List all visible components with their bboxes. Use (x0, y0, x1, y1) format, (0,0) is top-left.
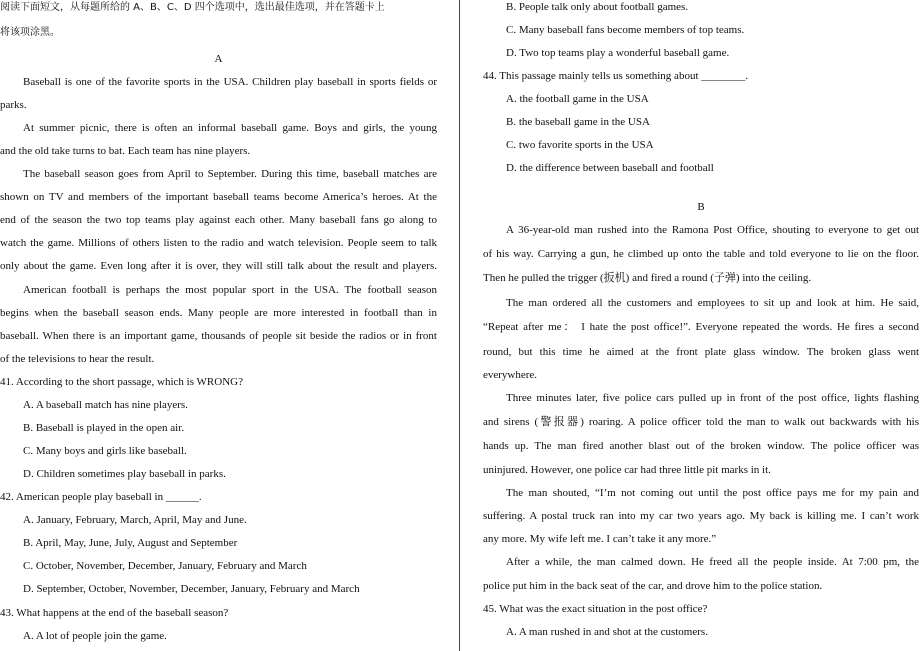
passage-a-line: At summer picnic, there is often an informal baseball game. Boys and girls, the young (23, 122, 437, 134)
passage-b-line: The man ordered all the customers and employees to sit up and look at him. He said, (506, 297, 919, 309)
passage-a-line: The baseball season goes from April to September. During this time, baseball matches are (23, 168, 437, 180)
passage-b-line: uninjured. However, one police car had three little pit marks in it. (483, 464, 771, 476)
passage-a-line: begins when the baseball season ends. Many people are more interested in football than in (0, 307, 437, 319)
passage-b-line: Three minutes later, five police cars pulled up in front of the post office, lights flashing (506, 392, 919, 404)
column-divider (459, 0, 460, 651)
q44-option-d: D. the difference between baseball and football (506, 162, 714, 174)
passage-a-line: watch the game. Millions of others listen to the radio and watch television. People seem to talk (0, 237, 437, 249)
q43-option-b: B. People talk only about football games. (506, 1, 689, 13)
passage-b-line: any more. My wife left me. I can’t take it any more.” (483, 533, 717, 545)
question-44: 44. This passage mainly tells us something about ________. (483, 70, 748, 82)
q44-option-c: C. two favorite sports in the USA (506, 139, 654, 151)
q44-option-a: A. the football game in the USA (506, 93, 649, 105)
passage-a-line: end of the season the two top teams play against each other. Many baseball fans go along to (0, 214, 437, 226)
passage-b-line: After a while, the man calmed down. He freed all the people inside. At 7:00 pm, the (506, 556, 919, 568)
q41-option-d: D. Children sometimes play baseball in parks. (23, 468, 226, 480)
passage-b-line: and sirens (警报器) roaring. A police officer told the man to walk out backwards with his (483, 416, 919, 428)
passage-b-line: “Repeat after me： I hate the post office!”. Everyone repeated the words. He fires a second (483, 321, 919, 333)
passage-b-line: suffering. A postal truck ran into my car two years ago. My back is killing me. I can’t work (483, 510, 919, 522)
passage-b-line: police put him in the back seat of the car, and drove him to the police station. (483, 580, 823, 592)
passage-b-line: round, but this time he aimed at the front plate glass window. The broken glass went (483, 346, 919, 358)
passage-b-line: hands up. The man fired another blast out of the broken window. The police officer was (483, 440, 919, 452)
q43-option-c: C. Many baseball fans become members of top teams. (506, 24, 745, 36)
passage-a-line: shown on TV and members of the important baseball teams become America’s heroes. At the (0, 191, 437, 203)
passage-a-heading: A (214, 53, 223, 65)
question-42: 42. American people play baseball in ______. (0, 491, 202, 503)
passage-a-line: American football is perhaps the most popular sport in the USA. The football season (23, 284, 437, 296)
passage-a-line: parks. (0, 99, 27, 111)
q43-option-a: A. A lot of people join the game. (23, 630, 167, 642)
passage-a-line: baseball. When there is an important game, thousands of people sit beside the radios or in front (0, 330, 437, 342)
q42-option-a: A. January, February, March, April, May and June. (23, 514, 247, 526)
q42-option-d: D. September, October, November, December, January, February and March (23, 583, 360, 595)
instructions-line-1: 阅读下面短文，从每题所给的 A、B、C、D 四个选项中，选出最佳选项，并在答题卡上 (0, 2, 385, 13)
q41-option-a: A. A baseball match has nine players. (23, 399, 188, 411)
passage-a-line: only about the game. Even long after it is over, they will still talk about the result and players. (0, 260, 437, 272)
q43-option-d: D. Two top teams play a wonderful baseball game. (506, 47, 730, 59)
passage-a-line: of the televisions to hear the result. (0, 353, 155, 365)
passage-a-line: and the old take turns to bat. Each team has nine players. (0, 145, 251, 157)
q45-option-a: A. A man rushed in and shot at the customers. (506, 626, 708, 638)
passage-b-line: of his way. Carrying a gun, he climbed up onto the table and told everyone to lie on the floor. (483, 248, 919, 260)
question-45: 45. What was the exact situation in the post office? (483, 603, 708, 615)
q41-option-b: B. Baseball is played in the open air. (23, 422, 184, 434)
passage-b-line: everywhere. (483, 369, 538, 381)
q42-option-b: B. April, May, June, July, August and September (23, 537, 238, 549)
passage-b-line: The man shouted, “I’m not coming out until the post office pays me for my pain and (506, 487, 919, 499)
q41-option-c: C. Many boys and girls like baseball. (23, 445, 187, 457)
question-41: 41. According to the short passage, which is WRONG? (0, 376, 243, 388)
q44-option-b: B. the baseball game in the USA (506, 116, 650, 128)
instructions-line-2: 将该项涂黑。 (0, 27, 60, 38)
passage-b-heading: B (697, 201, 705, 213)
passage-a-line: Baseball is one of the favorite sports in the USA. Children play baseball in sports fields or (23, 76, 437, 88)
passage-b-line: A 36-year-old man rushed into the Ramona Post Office, shouting to everyone to get out (506, 224, 919, 236)
question-43: 43. What happens at the end of the baseball season? (0, 607, 229, 619)
q42-option-c: C. October, November, December, January, February and March (23, 560, 307, 572)
passage-b-line: Then he pulled the trigger (扳机) and fired a round (子弹) into the ceiling. (483, 272, 812, 284)
